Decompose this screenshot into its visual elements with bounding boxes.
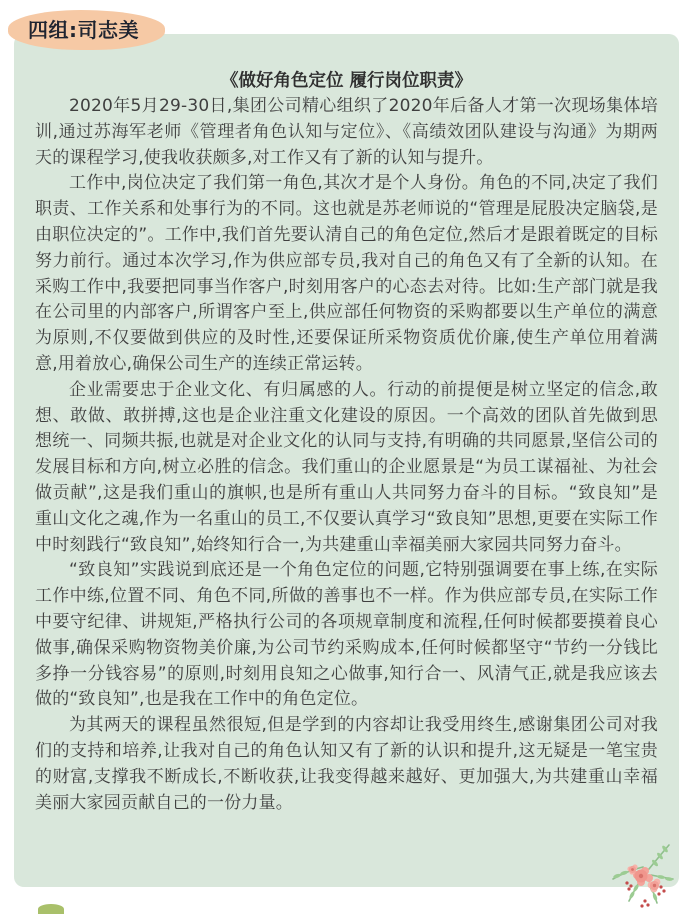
paragraph-intro: 2020年5月29-30日,集团公司精心组织了2020年后备人才第一次现场集体培训,通过苏海军老师《管理者角色认知与定位》、《高绩效团队建设与沟通》为期两天的课程学习,使我收获颇多,对工作又有了新的认知与提升。 (35, 96, 658, 168)
paragraph-closing: 为其两天的课程虽然很短,但是学到的内容却让我受用终生,感谢集团公司对我们的支持和培养,让我对自己的角色认知又有了新的认识和提升,这无疑是一笔宝贵的财富,支撑我不断成长,不断收获,让我变得越来越好、更加强大,为共建重山幸福美丽大家园贡献自己的一份力量。 (35, 715, 658, 813)
article-title: 《做好角色定位 履行岗位职责》 (220, 71, 473, 91)
paragraph-culture: 企业需要忠于企业文化、有归属感的人。行动的前提便是树立坚定的信念,敢想、敢做、敢拼搏,这也是企业注重文化建设的原因。一个高效的团队首先做到思想统一、同频共振,也就是对企业文化的认同与支持,有明确的共同愿景,坚信公司的发展目标和方向,树立必胜的信念。我们重山的企业愿景是“为员工谋福祉、为社会做贡献”,这是我们重山的旗帜,也是所有重山人共同努力奋斗的目标。“致良知”是重山文化之魂,作为一名重山的员工,不仅要认真学习“致良知”思想,更要在实际工作中时刻践行“致良知”,始终知行合一,为共建重山幸福美丽大家园共同努力奋斗。 (35, 379, 658, 555)
leaf-sprout-icon (38, 904, 64, 914)
paragraph-practice: “致良知”实践说到底还是一个角色定位的问题,它特别强调要在事上练,在实际工作中练,位置不同、角色不同,所做的善事也不一样。作为供应部专员,在实际工作中要守纪律、讲规矩,严格执行公司的各项规章制度和流程,任何时候都要摸着良心做事,确保采购物资物美价廉,为公司节约采购成本,任何时候都坚守“节约一分钱比多挣一分钱容易”的原则,时刻用良知之心做事,知行合一、风清气正,就是我应该去做的“致良知”,也是我在工作中的角色定位。 (35, 560, 658, 710)
flower-bouquet-icon (599, 827, 683, 911)
paragraph-role: 工作中,岗位决定了我们第一角色,其次才是个人身份。角色的不同,决定了我们职责、工作关系和处事行为的不同。这也就是苏老师说的“管理是屁股决定脑袋,是由职位决定的”。工作中,我们首先要认清自己的角色定位,然后才是跟着既定的目标努力前行。通过本次学习,作为供应部专员,我对自己的角色又有了全新的认知。在采购工作中,我要把同事当作客户,时刻用客户的心态去对待。比如:生产部门就是我在公司里的内部客户,所谓客户至上,供应部任何物资的采购都要以生产单位的满意为原则,不仅要做到供应的及时性,还要保证所采物资质优价廉,使生产单位用着满意,用着放心,确保公司生产的连续正常运转。 (35, 173, 658, 374)
article-card (14, 34, 679, 887)
group-author-tag: 四组:司志美 (8, 10, 165, 50)
